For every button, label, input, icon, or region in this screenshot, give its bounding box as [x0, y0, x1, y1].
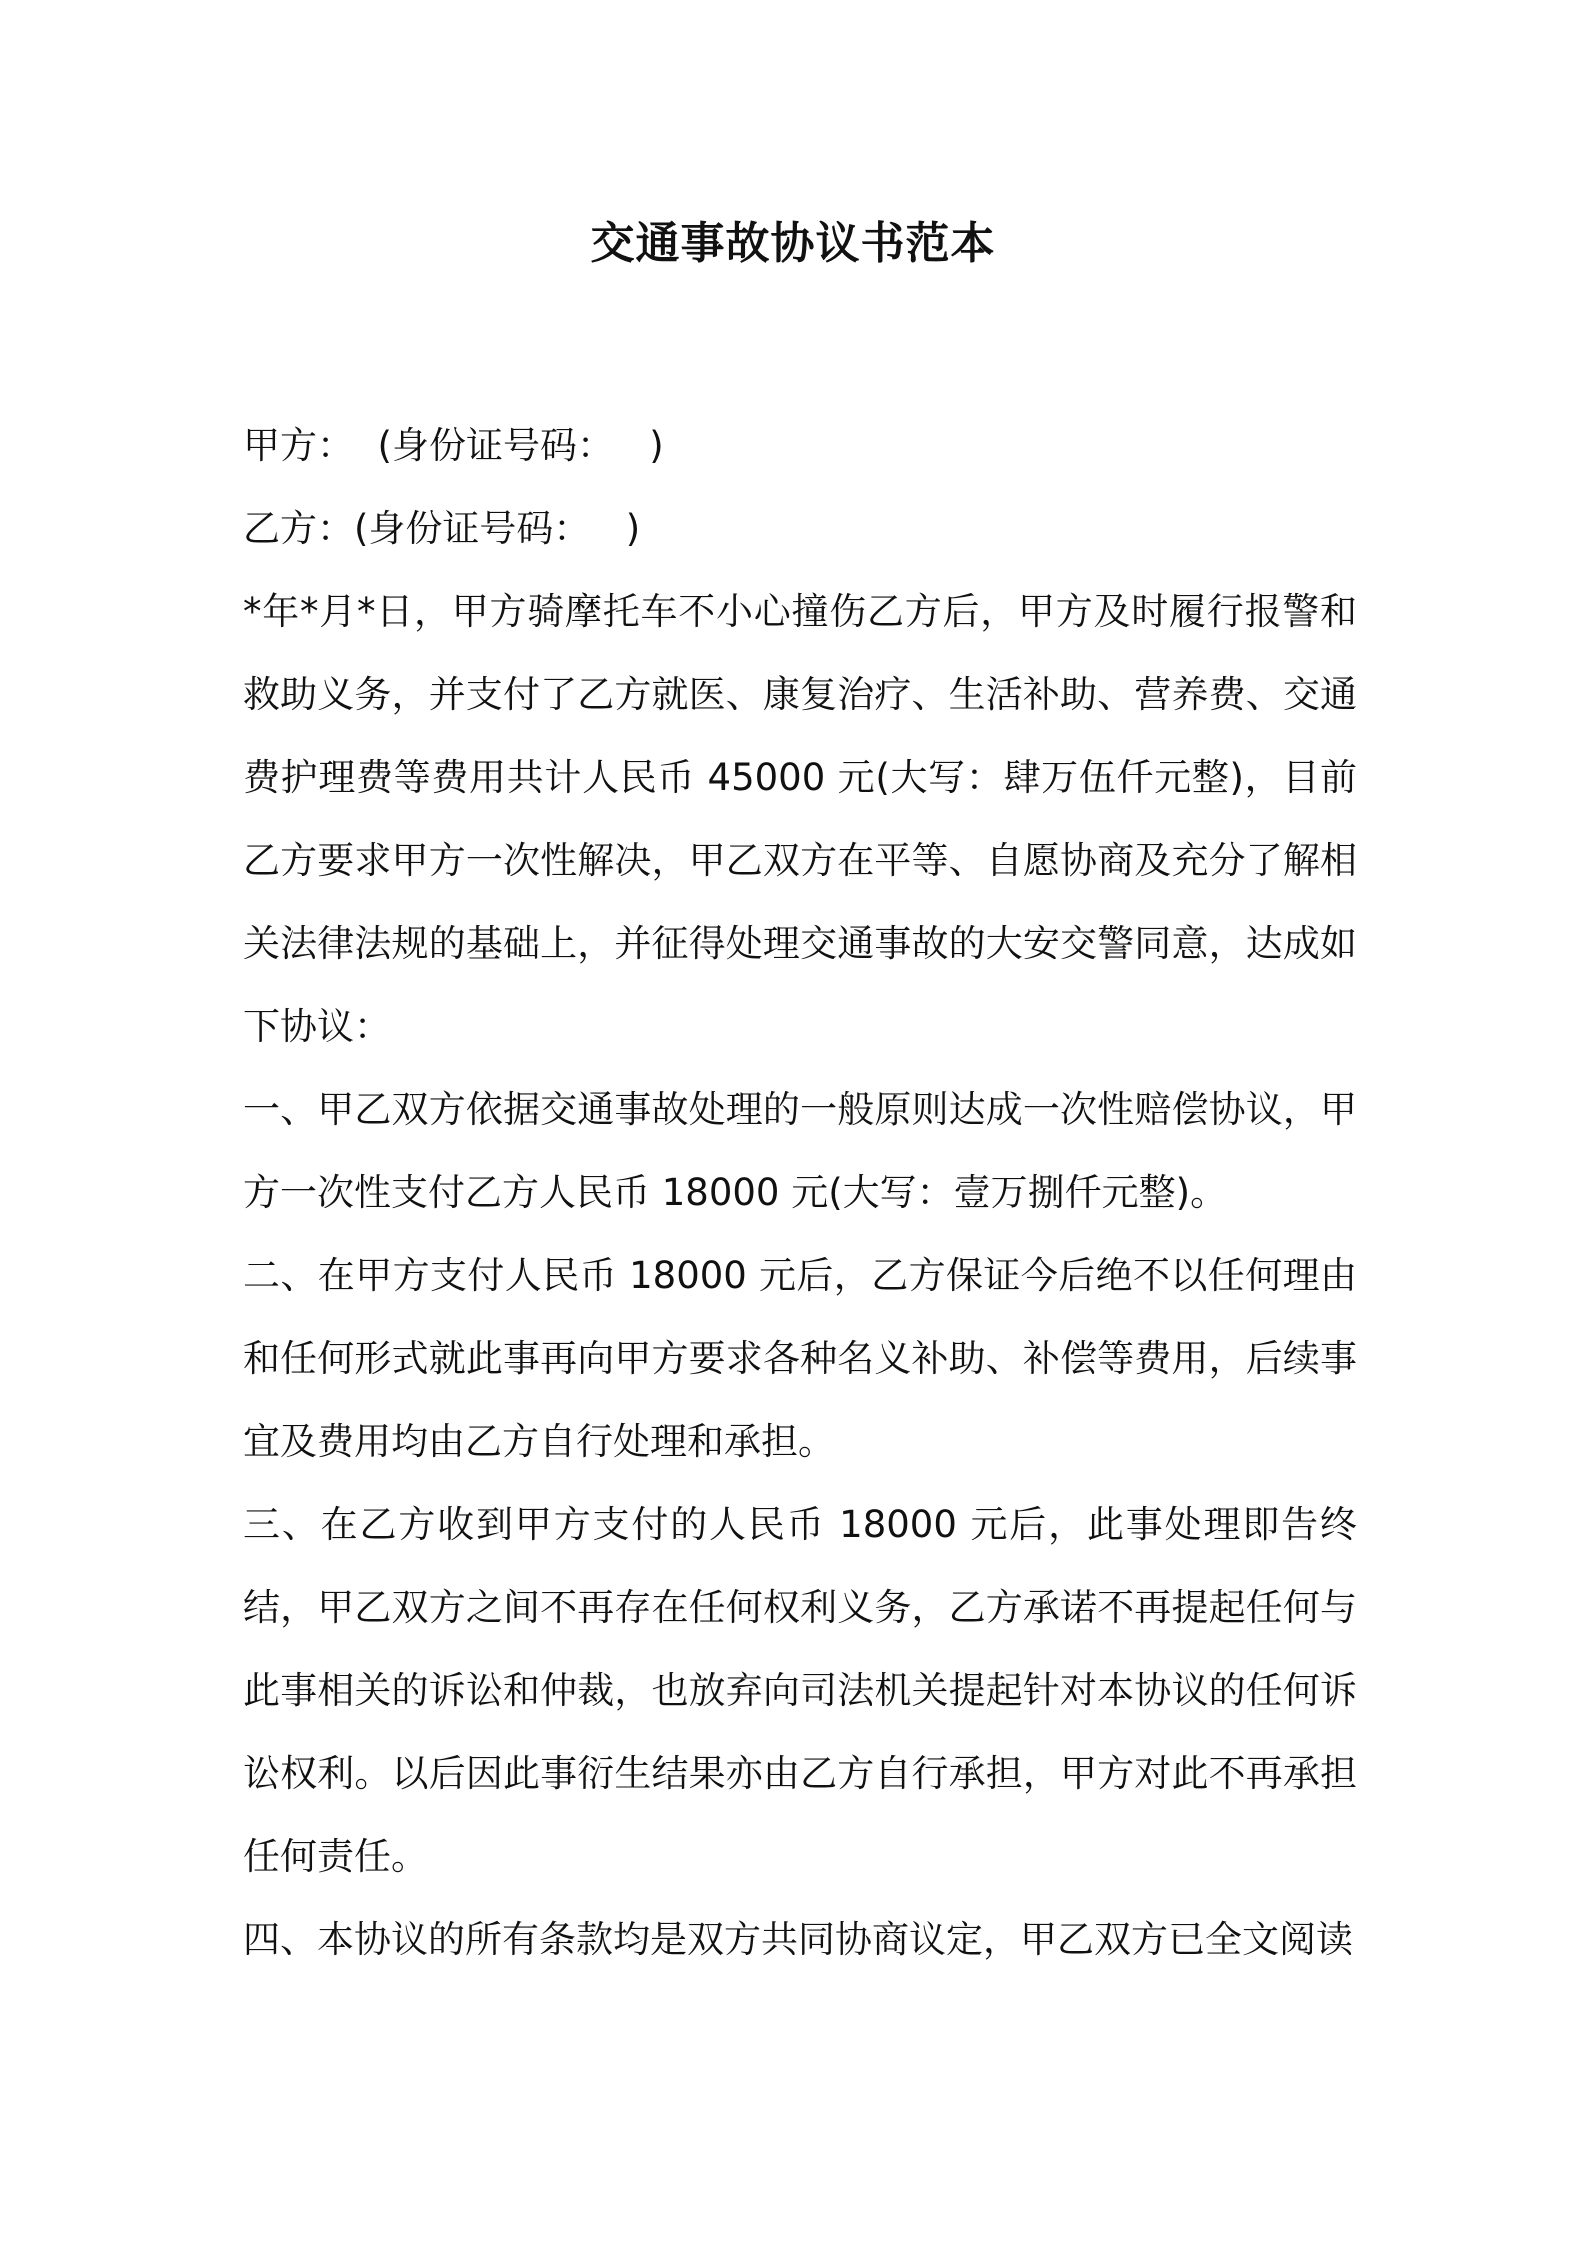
clause-4-paragraph: 四、本协议的所有条款均是双方共同协商议定，甲乙双方已全文阅读: [243, 1918, 1353, 1961]
clause-1-paragraph: 一、甲乙双方依据交通事故处理的一般原则达成一次性赔偿协议，甲方一次性支付乙方人民币 18000 元(大写：壹万捌仟元整)。: [243, 1088, 1357, 1214]
clause-2-paragraph: 二、在甲方支付人民币 18000 元后，乙方保证今后绝不以任何理由和任何形式就此事再向甲方要求各种名义补助、补偿等费用，后续事宜及费用均由乙方自行处理和承担。: [243, 1254, 1357, 1463]
intro-paragraph: *年*月*日，甲方骑摩托车不小心撞伤乙方后，甲方及时履行报警和救助义务，并支付了乙方就医、康复治疗、生活补助、营养费、交通费护理费等费用共计人民币 45000 元(大写：肆万伍仟元整)，目前乙方要求甲方一次性解决，甲乙双方在平等、自愿协商及充分了解相关法律法规的基础上，并征得处理交通事故的大安交警同意，达成如下协议：: [243, 590, 1357, 1048]
clause-3-paragraph: 三、在乙方收到甲方支付的人民币 18000 元后，此事处理即告终结，甲乙双方之间不再存在任何权利义务，乙方承诺不再提起任何与此事相关的诉讼和仲裁，也放弃向司法机关提起针对本协议的任何诉讼权利。以后因此事衍生结果亦由乙方自行承担，甲方对此不再承担任何责任。: [243, 1503, 1357, 1878]
party-a-line: 甲方： (身份证号码： ): [243, 424, 664, 467]
document-body: [243, 404, 1357, 1981]
party-b-line: 乙方：(身份证号码： ): [243, 507, 641, 550]
document-title: 交通事故协议书范本: [590, 218, 996, 269]
